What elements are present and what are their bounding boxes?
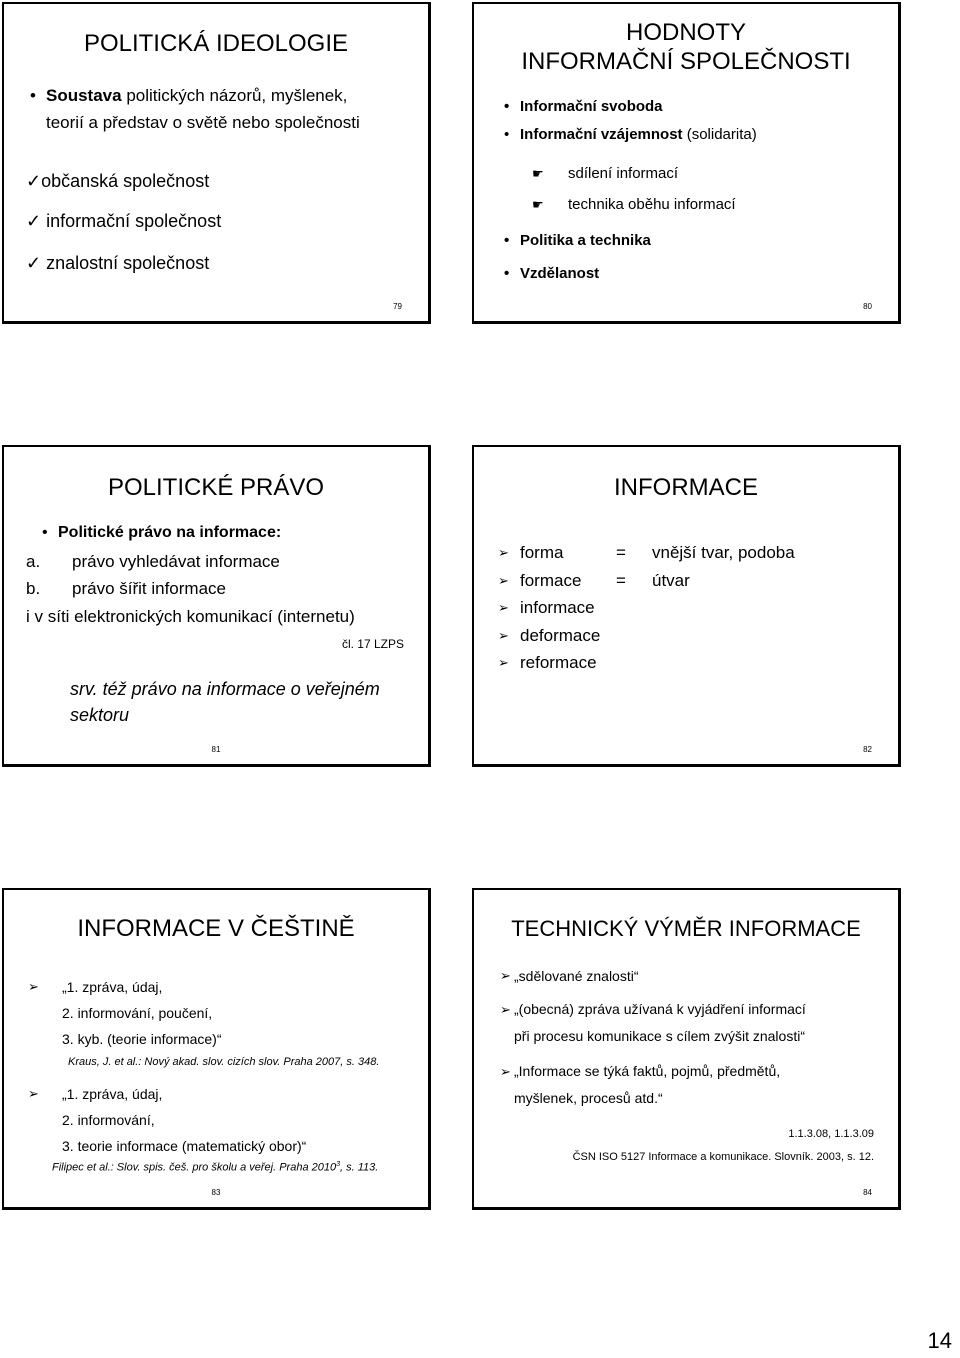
slide-82 xyxy=(472,445,901,767)
bullet-text: Politické právo na informace: xyxy=(58,524,282,541)
check-item xyxy=(26,211,221,232)
word: forma xyxy=(520,543,564,562)
list-text: právo šířit informace xyxy=(72,579,226,598)
citation-text: , s. 113. xyxy=(340,1161,379,1174)
sub-item xyxy=(532,165,678,182)
definition-list xyxy=(498,539,795,677)
arrow-icon: ➢ xyxy=(498,600,509,615)
definition-row xyxy=(498,622,795,650)
bullet-item xyxy=(46,86,347,106)
bullet-text: Vzdělanost xyxy=(520,265,600,282)
slide-title xyxy=(474,18,898,76)
list-text: právo vyhledávat informace xyxy=(72,552,280,571)
slide-number: 82 xyxy=(863,745,872,754)
reference: čl. 17 LZPS xyxy=(341,637,404,651)
slide-80 xyxy=(472,2,901,324)
bold-term: Informační vzájemnost xyxy=(520,126,683,143)
list-item-a xyxy=(26,552,280,572)
list-label: a. xyxy=(26,552,41,571)
definition-line: 3. teorie informace (matematický obor)“ xyxy=(62,1138,307,1154)
note xyxy=(70,676,380,728)
arrow-icon: ➢ xyxy=(500,1002,511,1017)
source-citation: Kraus, J. et al.: Nový akad. slov. cizích slov. Praha 2007, s. 348. xyxy=(68,1056,380,1068)
title-line-2: INFORMAČNÍ SPOLEČNOSTI xyxy=(521,48,851,75)
bullet-text-line-2: myšlenek, procesů atd.“ xyxy=(514,1090,663,1106)
arrow-icon: ➢ xyxy=(498,545,509,560)
bullet-item xyxy=(520,265,599,282)
source-citation xyxy=(52,1161,378,1174)
equals: = xyxy=(616,570,626,590)
list-label: b. xyxy=(26,579,41,598)
arrow-icon: ➢ xyxy=(500,968,511,983)
check-icon: ✓ xyxy=(26,171,42,191)
definition-row xyxy=(498,649,795,677)
slide-81 xyxy=(2,445,431,767)
slide-number: 80 xyxy=(863,302,872,311)
arrow-icon: ➢ xyxy=(500,1064,511,1079)
definition-text: „1. zpráva, údaj, xyxy=(62,979,163,995)
bullet-item xyxy=(500,968,639,984)
sub-text: sdílení informací xyxy=(568,165,679,182)
check-icon: ✓ xyxy=(26,253,42,273)
bullet-text: „Informace se týká faktů, pojmů, předmětů, xyxy=(514,1063,781,1079)
definition-text: „1. zpráva, údaj, xyxy=(62,1086,163,1102)
bullet-item xyxy=(520,98,663,115)
slide-79 xyxy=(2,2,431,324)
bullet-item xyxy=(500,996,806,1050)
definition-row xyxy=(498,539,795,567)
slide-title: INFORMACE xyxy=(614,474,758,501)
bullet-text: „sdělované znalosti“ xyxy=(514,968,639,984)
title-line-1: HODNOTY xyxy=(626,19,746,46)
arrow-icon: ➢ xyxy=(498,572,509,588)
note-line-2: sektoru xyxy=(70,705,130,725)
word: informace xyxy=(520,598,595,617)
slide-title: POLITICKÉ PRÁVO xyxy=(107,474,325,501)
definition-group-1 xyxy=(28,974,222,1052)
definition-line: 3. kyb. (teorie informace)“ xyxy=(62,1031,222,1047)
arrow-icon: ➢ xyxy=(498,655,509,670)
citation-text: Filipec et al.: Slov. spis. češ. pro školu a veřej. Praha 2010 xyxy=(52,1161,337,1174)
check-label: informační společnost xyxy=(46,211,222,231)
slide-number: 81 xyxy=(211,745,221,754)
definition-line xyxy=(28,1081,306,1107)
definition-line: 2. informování, poučení, xyxy=(62,1005,213,1021)
word: formace xyxy=(520,570,582,590)
check-icon: ✓ xyxy=(26,211,42,231)
equals: = xyxy=(616,543,626,562)
arrow-icon: ➢ xyxy=(498,627,509,643)
note-line-1: srv. též právo na informace o veřejném xyxy=(70,679,380,699)
check-item xyxy=(26,253,209,274)
bullet-text: (solidarita) xyxy=(682,126,757,143)
standard-codes: 1.1.3.08, 1.1.3.09 xyxy=(788,1128,874,1140)
pointing-hand-icon: ☛ xyxy=(532,197,544,212)
bullet-text: politických názorů, myšlenek, xyxy=(121,86,348,105)
arrow-icon: ➢ xyxy=(28,1086,39,1101)
meaning: útvar xyxy=(652,570,690,590)
bullet-text: „(obecná) zpráva užívaná k vyjádření informací xyxy=(514,1001,806,1017)
slide-title: TECHNICKÝ VÝMĚR INFORMACE xyxy=(511,916,861,941)
slide-title: POLITICKÁ IDEOLOGIE xyxy=(83,30,349,57)
bullet-text-line-2: při procesu komunikace s cílem zvýšit znalosti“ xyxy=(514,1028,805,1044)
slide-83 xyxy=(2,888,431,1210)
bullet-text: Politika a technika xyxy=(520,232,651,249)
page-number: 14 xyxy=(927,1328,952,1353)
bullet-line-2: teorií a představ o světě nebo společnosti xyxy=(46,113,360,132)
definition-line: 2. informování, xyxy=(62,1112,155,1128)
definition-row xyxy=(498,594,795,622)
pointing-hand-icon: ☛ xyxy=(532,166,544,181)
bullet-item xyxy=(58,524,281,542)
definition-line xyxy=(28,974,222,1000)
word: reformace xyxy=(520,653,597,672)
check-item xyxy=(26,171,209,192)
word: deformace xyxy=(520,625,601,645)
bullet-item xyxy=(520,126,757,143)
definition-row xyxy=(498,567,795,595)
bullet-item xyxy=(520,232,651,249)
check-label: občanská společnost xyxy=(41,171,210,191)
sub-text: technika oběhu informací xyxy=(568,196,736,213)
definition-group-2 xyxy=(28,1081,307,1159)
edition-superscript: 3 xyxy=(336,1161,341,1168)
slide-number: 79 xyxy=(393,302,402,311)
slide-84 xyxy=(472,888,901,1210)
meaning: vnější tvar, podoba xyxy=(652,543,795,562)
bold-term: Soustava xyxy=(46,86,122,105)
sub-item xyxy=(532,196,736,213)
check-label: znalostní společnost xyxy=(46,253,210,273)
slide-number: 84 xyxy=(863,1188,872,1197)
source-citation: ČSN ISO 5127 Informace a komunikace. Slovník. 2003, s. 12. xyxy=(572,1151,874,1163)
text-line: i v síti elektronických komunikací (internetu) xyxy=(26,607,355,626)
list-item-b xyxy=(26,579,226,599)
bullet-item xyxy=(500,1058,781,1112)
arrow-icon: ➢ xyxy=(28,979,39,994)
slide-number: 83 xyxy=(211,1188,221,1197)
bullet-text: Informační svoboda xyxy=(520,98,663,115)
slide-title: INFORMACE V ČEŠTINĚ xyxy=(77,915,355,942)
